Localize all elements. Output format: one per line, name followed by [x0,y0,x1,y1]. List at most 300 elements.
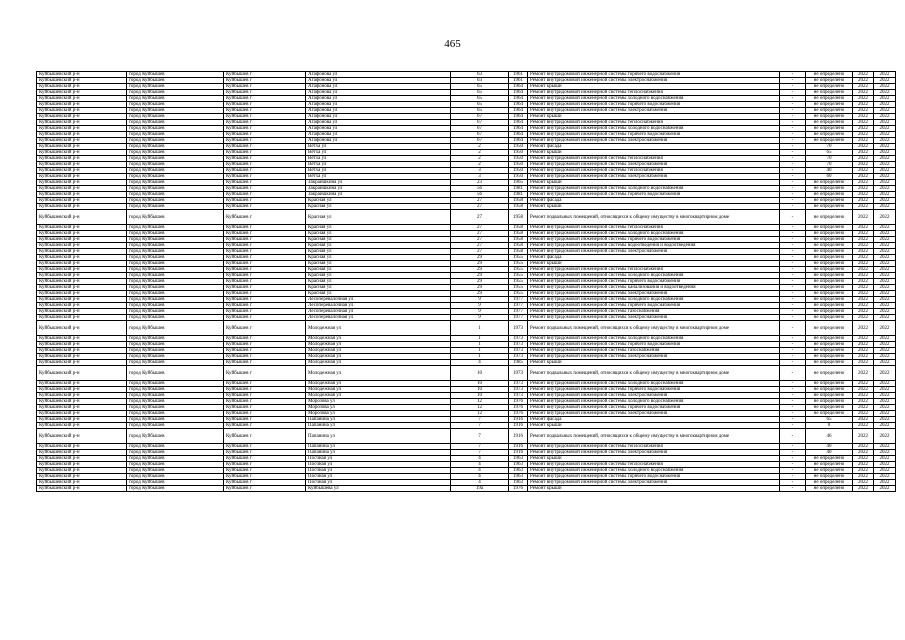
year-end-cell: 2022 [874,381,896,387]
work-type-cell: Ремонт внутридомовой инженерной системы электроснабжения [528,411,780,417]
municipality-cell: город Куйбышев [127,198,224,204]
municipality-cell: город Куйбышев [127,405,224,411]
municipality-cell: город Куйбышев [127,417,224,423]
value-cell: не определено [806,354,853,360]
dash-cell: - [780,405,806,411]
year-start-cell: 2022 [853,96,874,102]
house-number-cell: 67 [451,138,509,144]
value-cell: 40 [806,444,853,450]
locality-cell: Куйбышев г [224,180,306,186]
year-start-cell: 2022 [853,309,874,315]
year-built-cell: 1950 [509,174,528,180]
year-built-cell: 1963 [509,480,528,486]
year-built-cell: 1955 [509,255,528,261]
locality-cell: Куйбышев г [224,156,306,162]
municipality-cell: город Куйбышев [127,231,224,237]
street-cell: Папанина ул [306,450,451,456]
table-row [37,321,896,336]
year-end-cell: 2022 [874,180,896,186]
locality-cell: Куйбышев г [224,249,306,255]
municipality-cell: город Куйбышев [127,96,224,102]
district-cell: Куйбышевский р-н [37,96,127,102]
year-end-cell: 2022 [874,255,896,261]
table-row [37,486,896,492]
district-cell: Куйбышевский р-н [37,261,127,267]
street-cell: Агафонова ул [306,114,451,120]
locality-cell: Куйбышев г [224,279,306,285]
municipality-cell: город Куйбышев [127,237,224,243]
work-type-cell: Ремонт внутридомовой инженерной системы холодного водоснабжения [528,186,780,192]
locality-cell: Куйбышев г [224,450,306,456]
municipality-cell: город Куйбышев [127,393,224,399]
work-type-cell: Ремонт крыши [528,486,780,492]
year-end-cell: 2022 [874,486,896,492]
work-type-cell: Ремонт внутридомовой инженерной системы газоснабжения [528,348,780,354]
year-end-cell: 2022 [874,309,896,315]
locality-cell: Куйбышев г [224,126,306,132]
year-end-cell: 2022 [874,237,896,243]
work-type-cell: Ремонт крыши [528,114,780,120]
street-cell: Молодежная ул [306,393,451,399]
street-cell: Закраишкина ул [306,186,451,192]
year-start-cell: 2022 [853,102,874,108]
district-cell: Куйбышевский р-н [37,450,127,456]
locality-cell: Куйбышев г [224,411,306,417]
dash-cell: - [780,387,806,393]
work-type-cell: Ремонт крыши [528,150,780,156]
street-cell: Морозова ул [306,399,451,405]
value-cell: не определено [806,309,853,315]
year-end-cell: 2022 [874,393,896,399]
house-number-cell: 27 [451,249,509,255]
work-type-cell: Ремонт внутридомовой инженерной системы горячего водоснабжения [528,237,780,243]
street-cell: Лесоперевалочная ул [306,309,451,315]
work-type-cell: Ремонт внутридомовой инженерной системы водоотведения и водоотведения [528,243,780,249]
district-cell: Куйбышевский р-н [37,237,127,243]
district-cell: Куйбышевский р-н [37,309,127,315]
work-type-cell: Ремонт крыши [528,456,780,462]
value-cell: не определено [806,456,853,462]
district-cell: Куйбышевский р-н [37,342,127,348]
district-cell: Куйбышевский р-н [37,174,127,180]
year-end-cell: 2022 [874,429,896,444]
dash-cell: - [780,444,806,450]
dash-cell: - [780,366,806,381]
year-start-cell: 2022 [853,303,874,309]
street-cell: Куйбышева ул [306,486,451,492]
district-cell: Куйбышевский р-н [37,90,127,96]
dash-cell: - [780,168,806,174]
dash-cell: - [780,399,806,405]
municipality-cell: город Куйбышев [127,429,224,444]
district-cell: Куйбышевский р-н [37,198,127,204]
work-type-cell: Ремонт фасада [528,198,780,204]
house-number-cell: 29 [451,291,509,297]
house-number-cell: 27 [451,204,509,210]
value-cell: не определено [806,243,853,249]
value-cell: не определено [806,78,853,84]
work-type-cell: Ремонт внутридомовой инженерной системы электроснабжения [528,249,780,255]
year-built-cell: 1964 [509,114,528,120]
dash-cell: - [780,429,806,444]
locality-cell: Куйбышев г [224,138,306,144]
locality-cell: Куйбышев г [224,237,306,243]
locality-cell: Куйбышев г [224,468,306,474]
district-cell: Куйбышевский р-н [37,180,127,186]
year-start-cell: 2022 [853,462,874,468]
year-start-cell: 2022 [853,360,874,366]
work-type-cell: Ремонт внутридомовой инженерной системы холодного водоснабжения [528,297,780,303]
value-cell: не определено [806,72,853,78]
municipality-cell: город Куйбышев [127,387,224,393]
year-end-cell: 2022 [874,291,896,297]
year-start-cell: 2022 [853,429,874,444]
work-type-cell: Ремонт крыши [528,204,780,210]
value-cell: не определено [806,249,853,255]
year-end-cell: 2022 [874,114,896,120]
municipality-cell: город Куйбышев [127,336,224,342]
municipality-cell: город Куйбышев [127,444,224,450]
year-start-cell: 2022 [853,243,874,249]
work-type-cell: Ремонт внутридомовой инженерной системы теплоснабжения [528,444,780,450]
locality-cell: Куйбышев г [224,255,306,261]
locality-cell: Куйбышев г [224,285,306,291]
street-cell: Молодежная ул [306,321,451,336]
locality-cell: Куйбышев г [224,348,306,354]
municipality-cell: город Куйбышев [127,480,224,486]
year-start-cell: 2022 [853,336,874,342]
locality-cell: Куйбышев г [224,342,306,348]
locality-cell: Куйбышев г [224,303,306,309]
dash-cell: - [780,360,806,366]
locality-cell: Куйбышев г [224,144,306,150]
work-type-cell: Ремонт внутридомовой инженерной системы горячего водоснабжения [528,132,780,138]
locality-cell: Куйбышев г [224,354,306,360]
value-cell: не определено [806,315,853,321]
dash-cell: - [780,255,806,261]
year-built-cell: 1976 [509,486,528,492]
locality-cell: Куйбышев г [224,474,306,480]
dash-cell: - [780,84,806,90]
year-end-cell: 2022 [874,297,896,303]
year-start-cell: 2022 [853,405,874,411]
dash-cell: - [780,132,806,138]
value-cell: 40 [806,450,853,456]
work-type-cell: Ремонт внутридомовой инженерной системы теплоснабжения [528,120,780,126]
dash-cell: - [780,156,806,162]
house-number-cell: 29 [451,273,509,279]
year-start-cell: 2022 [853,90,874,96]
value-cell: не определено [806,198,853,204]
locality-cell: Куйбышев г [224,120,306,126]
value-cell: не определено [806,381,853,387]
year-built-cell: 1955 [509,279,528,285]
work-type-cell: Ремонт крыши [528,261,780,267]
year-end-cell: 2022 [874,387,896,393]
year-start-cell: 2022 [853,273,874,279]
year-start-cell: 2022 [853,255,874,261]
work-type-cell: Ремонт внутридомовой инженерной системы холодного водоснабжения [528,231,780,237]
work-type-cell: Ремонт внутридомовой инженерной системы теплоснабжения [528,225,780,231]
municipality-cell: город Куйбышев [127,321,224,336]
house-number-cell: 29 [451,285,509,291]
house-number-cell: 67 [451,114,509,120]
work-type-cell: Ремонт внутридомовой инженерной системы холодного водоснабжения [528,381,780,387]
year-end-cell: 2022 [874,132,896,138]
locality-cell: Куйбышев г [224,336,306,342]
district-cell: Куйбышевский р-н [37,156,127,162]
dash-cell: - [780,162,806,168]
municipality-cell: город Куйбышев [127,108,224,114]
value-cell: не определено [806,225,853,231]
value-cell: 0 [806,423,853,429]
street-cell: Агафонова ул [306,96,451,102]
year-end-cell: 2022 [874,162,896,168]
street-cell: Красная ул [306,255,451,261]
work-type-cell: Ремонт крыши [528,180,780,186]
house-number-cell: 3 [451,168,509,174]
house-number-cell: 65 [451,96,509,102]
year-start-cell: 2022 [853,108,874,114]
year-start-cell: 2022 [853,342,874,348]
work-type-cell: Ремонт внутридомовой инженерной системы горячего водоснабжения [528,405,780,411]
district-cell: Куйбышевский р-н [37,255,127,261]
value-cell: не определено [806,126,853,132]
year-start-cell: 2022 [853,156,874,162]
dash-cell: - [780,261,806,267]
dash-cell: - [780,192,806,198]
year-start-cell: 2022 [853,267,874,273]
municipality-cell: город Куйбышев [127,486,224,492]
house-number-cell: 27 [451,198,509,204]
locality-cell: Куйбышев г [224,231,306,237]
year-built-cell: 1977 [509,309,528,315]
street-cell: Молодежная ул [306,387,451,393]
table-row [37,366,896,381]
locality-cell: Куйбышев г [224,102,306,108]
work-type-cell: Ремонт внутридомовой инженерной системы электроснабжения [528,393,780,399]
work-type-cell: Ремонт внутридомовой инженерной системы электроснабжения [528,291,780,297]
work-type-cell: Ремонт внутридомовой инженерной системы теплоснабжения [528,90,780,96]
value-cell: не определено [806,405,853,411]
municipality-cell: город Куйбышев [127,162,224,168]
house-number-cell: 10 [451,381,509,387]
municipality-cell: город Куйбышев [127,132,224,138]
municipality-cell: город Куйбышев [127,399,224,405]
dash-cell: - [780,237,806,243]
year-built-cell: 1958 [509,225,528,231]
district-cell: Куйбышевский р-н [37,468,127,474]
municipality-cell: город Куйбышев [127,381,224,387]
house-number-cell: 12 [451,405,509,411]
value-cell: не определено [806,237,853,243]
year-end-cell: 2022 [874,315,896,321]
year-built-cell: 1958 [509,231,528,237]
house-number-cell: 65 [451,90,509,96]
house-number-cell: 19а [451,486,509,492]
municipality-cell: город Куйбышев [127,243,224,249]
street-cell: Лесоперевалочная ул [306,303,451,309]
house-number-cell: 10 [451,366,509,381]
dash-cell: - [780,474,806,480]
work-type-cell: Ремонт крыши [528,84,780,90]
house-number-cell: 7 [451,450,509,456]
year-built-cell: 1985 [509,360,528,366]
year-end-cell: 2022 [874,456,896,462]
house-number-cell: 29 [451,261,509,267]
year-end-cell: 2022 [874,462,896,468]
dash-cell: - [780,120,806,126]
house-number-cell: 7 [451,423,509,429]
house-number-cell: 56 [451,186,509,192]
year-start-cell: 2022 [853,468,874,474]
year-built-cell: 1973 [509,348,528,354]
street-cell: Посчная ул [306,480,451,486]
value-cell: не определено [806,348,853,354]
district-cell: Куйбышевский р-н [37,297,127,303]
year-built-cell: 1973 [509,336,528,342]
year-end-cell: 2022 [874,261,896,267]
dash-cell: - [780,174,806,180]
dash-cell: - [780,486,806,492]
year-built-cell: 1955 [509,285,528,291]
value-cell: не определено [806,132,853,138]
value-cell: не определено [806,273,853,279]
street-cell: Красная ул [306,237,451,243]
street-cell: Красная ул [306,279,451,285]
value-cell: не определено [806,84,853,90]
house-number-cell: 9 [451,297,509,303]
municipality-cell: город Куйбышев [127,450,224,456]
work-type-cell: Ремонт внутридомовой инженерной системы электроснабжения [528,450,780,456]
work-type-cell: Ремонт внутридомовой инженерной системы холодного водоснабжения [528,336,780,342]
district-cell: Куйбышевский р-н [37,267,127,273]
district-cell: Куйбышевский р-н [37,393,127,399]
house-number-cell: 2 [451,144,509,150]
year-end-cell: 2022 [874,225,896,231]
district-cell: Куйбышевский р-н [37,279,127,285]
street-cell: Красная ул [306,243,451,249]
year-built-cell: 1961 [509,72,528,78]
work-type-cell: Ремонт внутридомовой инженерной системы теплоснабжения [528,156,780,162]
year-start-cell: 2022 [853,417,874,423]
dash-cell: - [780,267,806,273]
year-built-cell: 1958 [509,204,528,210]
municipality-cell: город Куйбышев [127,168,224,174]
locality-cell: Куйбышев г [224,387,306,393]
district-cell: Куйбышевский р-н [37,405,127,411]
street-cell: Посчная ул [306,474,451,480]
locality-cell: Куйбышев г [224,462,306,468]
municipality-cell: город Куйбышев [127,354,224,360]
street-cell: Ветха ул [306,162,451,168]
year-built-cell: 1973 [509,354,528,360]
year-start-cell: 2022 [853,174,874,180]
year-end-cell: 2022 [874,348,896,354]
municipality-cell: город Куйбышев [127,192,224,198]
municipality-cell: город Куйбышев [127,366,224,381]
house-number-cell: 9 [451,303,509,309]
district-cell: Куйбышевский р-н [37,444,127,450]
work-type-cell: Ремонт внутридомовой инженерной системы горячего водоснабжения [528,303,780,309]
street-cell: Агафонова ул [306,126,451,132]
dash-cell: - [780,144,806,150]
locality-cell: Куйбышев г [224,162,306,168]
work-type-cell: Ремонт фасада [528,255,780,261]
street-cell: Посчная ул [306,468,451,474]
work-type-cell: Ремонт внутридомовой инженерной системы электроснабжения [528,108,780,114]
street-cell: Красная ул [306,261,451,267]
work-type-cell: Ремонт внутридомовой инженерной системы теплоснабжения [528,462,780,468]
municipality-cell: город Куйбышев [127,348,224,354]
locality-cell: Куйбышев г [224,150,306,156]
district-cell: Куйбышевский р-н [37,291,127,297]
value-cell: 70 [806,162,853,168]
district-cell: Куйбышевский р-н [37,120,127,126]
year-start-cell: 2022 [853,162,874,168]
year-start-cell: 2022 [853,249,874,255]
year-built-cell: 1976 [509,399,528,405]
table-row [37,429,896,444]
year-end-cell: 2022 [874,405,896,411]
year-start-cell: 2022 [853,237,874,243]
street-cell: Папанина ул [306,423,451,429]
street-cell: Красная ул [306,285,451,291]
house-number-cell: 67 [451,126,509,132]
locality-cell: Куйбышев г [224,186,306,192]
year-built-cell: 1916 [509,429,528,444]
year-start-cell: 2022 [853,204,874,210]
year-end-cell: 2022 [874,96,896,102]
house-number-cell: 67 [451,132,509,138]
house-number-cell: 29 [451,279,509,285]
house-number-cell: 7 [451,444,509,450]
street-cell: Папанина ул [306,429,451,444]
locality-cell: Куйбышев г [224,309,306,315]
year-start-cell: 2022 [853,480,874,486]
locality-cell: Куйбышев г [224,174,306,180]
house-number-cell: 1 [451,336,509,342]
municipality-cell: город Куйбышев [127,225,224,231]
value-cell: не определено [806,387,853,393]
value-cell: не определено [806,192,853,198]
house-number-cell: 4 [451,480,509,486]
house-number-cell: 4 [451,462,509,468]
year-built-cell: 1964 [509,132,528,138]
municipality-cell: город Куйбышев [127,150,224,156]
year-end-cell: 2022 [874,480,896,486]
municipality-cell: город Куйбышев [127,291,224,297]
locality-cell: Куйбышев г [224,96,306,102]
dash-cell: - [780,285,806,291]
value-cell: не определено [806,411,853,417]
dash-cell: - [780,417,806,423]
year-end-cell: 2022 [874,78,896,84]
year-start-cell: 2022 [853,387,874,393]
locality-cell: Куйбышев г [224,225,306,231]
value-cell: не определено [806,291,853,297]
year-built-cell: 1916 [509,423,528,429]
locality-cell: Куйбышев г [224,84,306,90]
value-cell: не определено [806,108,853,114]
value-cell: 70 [806,144,853,150]
house-number-cell: 7 [451,429,509,444]
house-number-cell: 63 [451,78,509,84]
value-cell: не определено [806,90,853,96]
district-cell: Куйбышевский р-н [37,150,127,156]
value-cell: не определено [806,210,853,225]
year-start-cell: 2022 [853,78,874,84]
